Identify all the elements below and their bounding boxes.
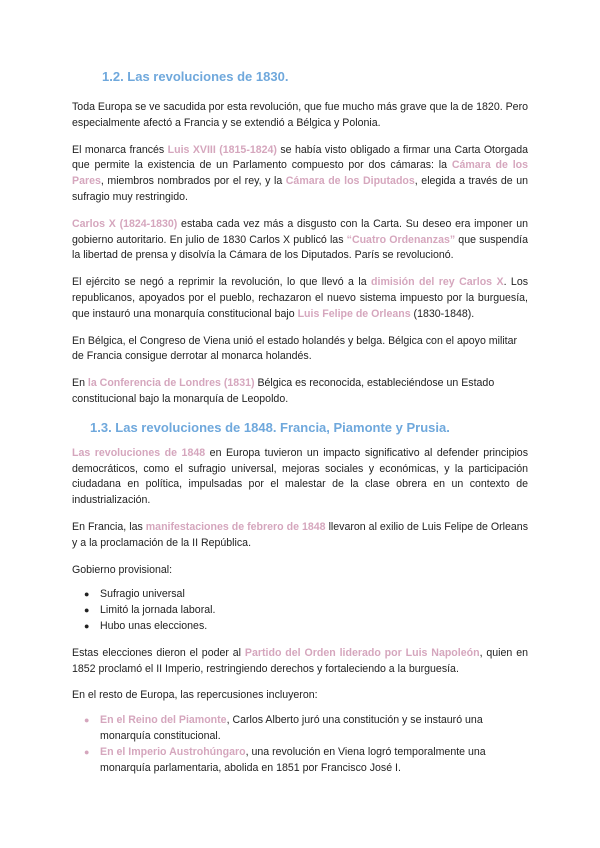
bullet-icon: ● (84, 715, 90, 726)
paragraph: En el resto de Europa, las repercusiones incluyeron: (72, 689, 318, 702)
paragraph: El monarca francés Luis XVIII (1815-1824) se había visto obligado a firmar una Carta Otorgada que permite la existencia de un Parlamento compuesto por dos cámaras: la Cámara de los Pares, miembros nombrados por el rey, y la Cámara de los Diputados, elegida a través de un sufragio muy restringido. (72, 143, 529, 203)
paragraph: En la Conferencia de Londres (1831) Bélgica es reconocida, estableciéndose un Estado constitucional bajo la monarquía de Leopoldo. (72, 377, 495, 405)
section-heading-1-3: 1.3. Las revoluciones de 1848. Francia, Piamonte y Prusia. (90, 419, 450, 435)
paragraph: En Bélgica, el Congreso de Viena unió el estado holandés y belga. Bélgica con el apoyo militar de Francia consigue derrotar al monarca holandés. (72, 334, 518, 363)
highlight: Luis Felipe de Orleans (297, 307, 411, 320)
list-item: ● En el Imperio Austrohúngaro, una revolución en Viena logró temporalmente una monarquía parlamentaria, abolida en 1851 por Francisco José I. (84, 745, 486, 774)
bullet-icon: ● (84, 746, 90, 757)
list-item: ● Hubo unas elecciones. (78, 619, 528, 635)
list-item: ● En el Reino del Piamonte, Carlos Alberto juró una constitución y se instauró una monarquía constitucional. (84, 714, 483, 742)
paragraph: Toda Europa se ve sacudida por esta revolución, que fue mucho más grave que la de 1820. Pero especialmente afectó a Francia y se extendió a Bélgica y Polonia. (72, 101, 528, 129)
list-item: ● Sufragio universal (78, 587, 528, 603)
highlight: Las revoluciones de 1848 (72, 446, 206, 459)
section-heading-1-2: 1.2. Las revoluciones de 1830. (102, 69, 289, 84)
paragraph: Las revoluciones de 1848 en Europa tuvieron un impacto significativo al defender principios democráticos, como el sufragio universal, mejoras sociales y económicas, y la participación ciudadana en política, impulsadas por el malestar de la clase obrera en un contexto de industrialización. (72, 446, 528, 507)
paragraph: Gobierno provisional: (72, 563, 173, 576)
bullet-icon: ● (84, 620, 90, 631)
highlight: En el Imperio Austrohúngaro (100, 745, 246, 758)
highlight: Cámara de los Diputados (285, 175, 415, 188)
paragraph: Estas elecciones dieron el poder al Partido del Orden liderado por Luis Napoleón, quien en 1852 proclamó el II Imperio, restringiendo derechos y fortaleciendo a la burguesía. (72, 646, 528, 675)
highlight: Cámara de los Pares (72, 159, 528, 188)
highlight: Partido del Orden liderado por Luis Napoleón (244, 646, 480, 659)
highlight: Carlos X (1824-1830) (72, 217, 178, 230)
list-item: ● Limitó la jornada laboral. (78, 603, 528, 619)
paragraph: El ejército se negó a reprimir la revolución, lo que llevó a la dimisión del rey Carlos X. Los republicanos, apoyados por el pueblo, rechazaron el nuevo sistema impuesto por la burguesía, que instauró una monarquía constitucional bajo Luis Felipe de Orleans (1830-1848). (72, 276, 529, 320)
document-page (72, 68, 528, 787)
paragraph: Carlos X (1824-1830) estaba cada vez más a disgusto con la Carta. Su deseo era imponer un gobierno autoritario. En julio de 1830 Carlos X publicó las “Cuatro Ordenanzas” que suspendía la libertad de prensa y disolvía la Cámara de los Diputados. París se revolucionó. (72, 217, 528, 262)
bullet-icon: ● (84, 605, 90, 616)
bullet-list (78, 713, 528, 776)
highlight: En el Reino del Piamonte (100, 714, 227, 727)
highlight: dimisión del rey Carlos X (371, 276, 504, 289)
highlight: “Cuatro Ordenanzas” (346, 233, 456, 246)
paragraph: En Francia, las manifestaciones de febrero de 1848 llevaron al exilio de Luis Felipe de Orleans y a la proclamación de la II República. (72, 520, 528, 549)
highlight: manifestaciones de febrero de 1848 (145, 520, 326, 533)
highlight: la Conferencia de Londres (1831) (87, 377, 255, 390)
bullet-list (78, 587, 528, 634)
bullet-icon: ● (84, 589, 90, 600)
highlight: Luis XVIII (1815-1824) (167, 143, 277, 156)
